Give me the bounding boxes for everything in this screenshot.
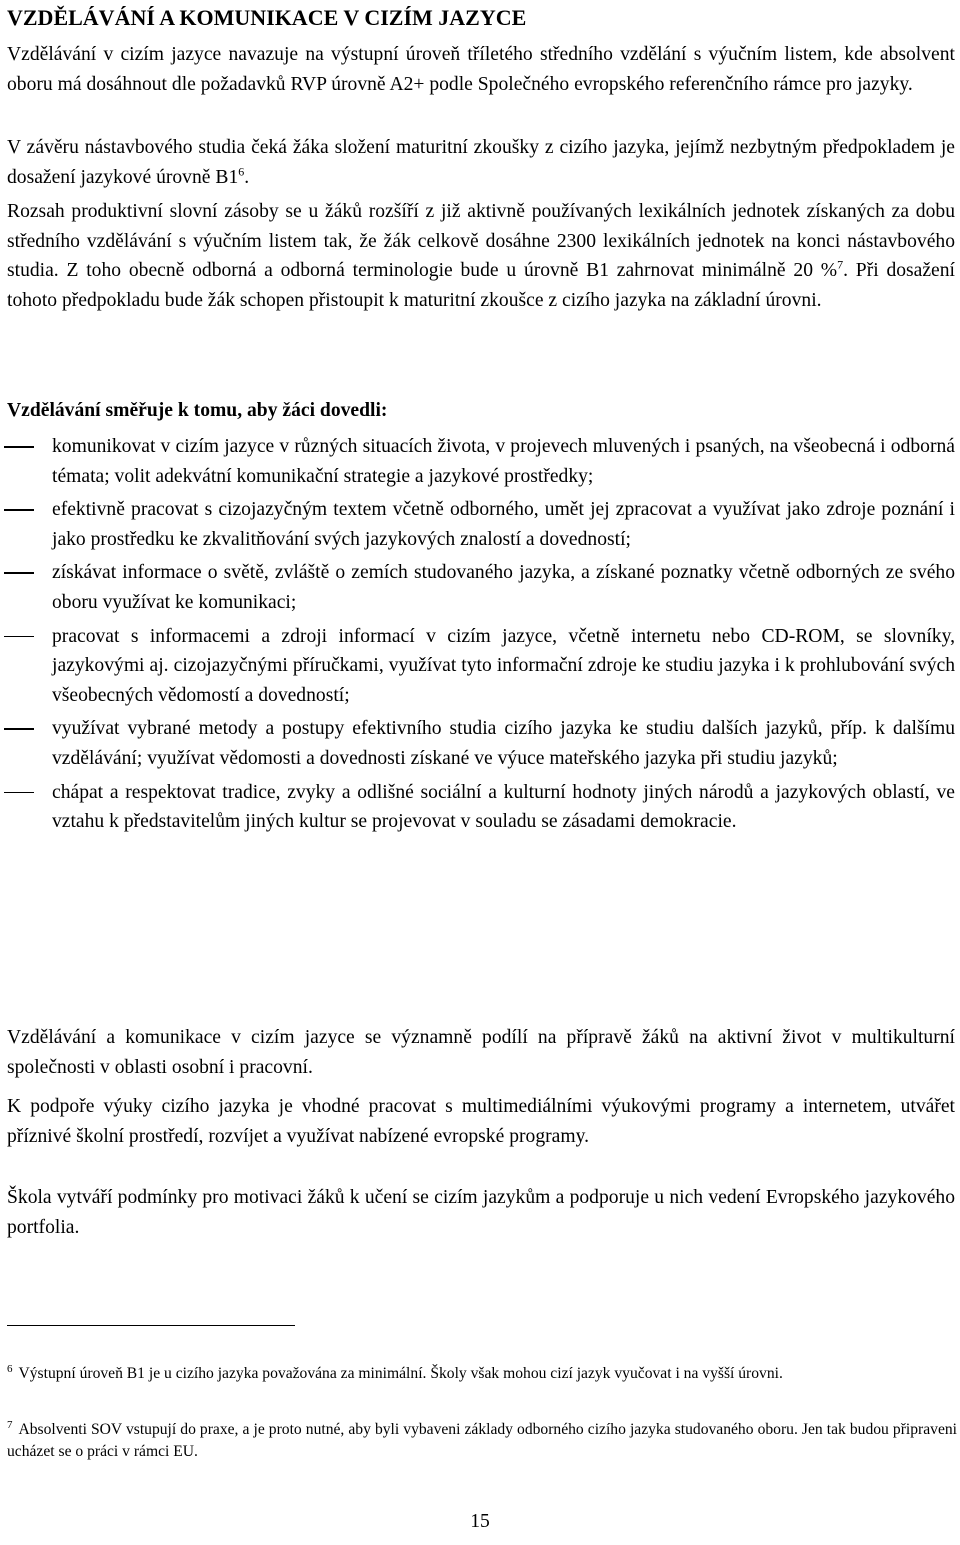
footnote-6 bbox=[7, 1363, 957, 1385]
dash-bullet-icon bbox=[4, 636, 34, 638]
intro-paragraph-2 bbox=[7, 133, 955, 192]
list-item bbox=[0, 495, 955, 554]
closing-paragraph-2: K podpoře výuky cizího jazyka je vhodné pracovat s multimediálními výukovými programy a internetem, utvářet příznivé školní prostředí, rozvíjet a využívat nabízené evropské programy. bbox=[7, 1096, 955, 1147]
footnote-7 bbox=[7, 1419, 957, 1462]
aims-title: Vzdělávání směřuje k tomu, aby žáci dovedli: bbox=[7, 400, 388, 421]
list-item-text: pracovat s informacemi a zdroji informací v cizím jazyce, včetně internetu nebo CD-ROM, se slovníky, jazykovými aj. cizojazyčnými příručkami, využívat tyto informační zdroje ke studiu jazyka i k prohlubování svých všeobecných vědomostí a dovedností; bbox=[52, 625, 955, 706]
list-item bbox=[0, 622, 955, 711]
dash-bullet-icon bbox=[4, 509, 34, 511]
footnote-text: Výstupní úroveň B1 je u cizího jazyka považována za minimální. Školy však mohou cizí jazyk vyučovat i na vyšší úrovni. bbox=[18, 1365, 783, 1382]
closing-paragraph-3: Škola vytváří podmínky pro motivaci žáků k učení se cizím jazykům a podporuje u nich vedení Evropského jazykového portfolia. bbox=[7, 1187, 955, 1238]
list-item bbox=[0, 432, 955, 491]
footnote-mark: 6 bbox=[7, 1362, 13, 1375]
intro-paragraph-2-text: V závěru nástavbového studia čeká žáka složení maturitní zkoušky z cizího jazyka, jejímž nezbytným předpokladem je dosažení jazykové úrovně B1 bbox=[7, 137, 955, 188]
list-item-text: chápat a respektovat tradice, zvyky a odlišné sociální a kulturní hodnoty jiných národů a jazykových oblastí, ve vztahu k představitelům jiných kultur se projevovat v souladu se zásadami demokracie. bbox=[52, 781, 955, 833]
page-number: 15 bbox=[470, 1511, 490, 1532]
footnote-text: Absolventi SOV vstupují do praxe, a je proto nutné, aby byli vybaveni základy odborného cizího jazyka studovaného oboru. Jen tak budou připraveni ucházet se o práci v rámci EU. bbox=[7, 1421, 957, 1460]
dash-bullet-icon bbox=[4, 792, 34, 794]
dash-bullet-icon bbox=[4, 572, 34, 574]
footnote-divider bbox=[7, 1325, 295, 1326]
list-item-text: získávat informace o světě, zvláště o zemích studovaného jazyka, a získané poznatky včetně odborných ze svého oboru využívat ke komunikaci; bbox=[52, 562, 955, 613]
intro-paragraph-3-text: Rozsah produktivní slovní zásoby se u žáků rozšíří z již aktivně používaných lexikálních jednotek získaných za dobu středního vzdělávání s výučním listem tak, že žák celkově dosáhne 2300 lexikálních jednotek na konci nástavbového studia. Z toho obecně odborná a odborná terminologie bude u úrovně B1 zahrnovat minimálně 20 % bbox=[7, 201, 955, 282]
intro-paragraph-3-end: . Při dosažení tohoto předpokladu bude žák schopen přistoupit k maturitní zkoušce z cizího jazyka na základní úrovni. bbox=[7, 260, 955, 311]
section-heading: VZDĚLÁVÁNÍ A KOMUNIKACE V CIZÍM JAZYCE bbox=[7, 5, 527, 30]
footnote-reference-6[interactable]: 6 bbox=[238, 164, 245, 179]
aims-list bbox=[0, 432, 960, 841]
intro-paragraph-2-end: . bbox=[244, 166, 250, 188]
list-item-text: využívat vybrané metody a postupy efektivního studia cizího jazyka ke studiu dalších jazyků, příp. k dalšímu vzdělávání; využívat vědomosti a dovednosti získané ve výuce mateřského jazyka při studiu jazyků; bbox=[52, 718, 955, 769]
list-item bbox=[0, 714, 955, 773]
footnote-mark: 7 bbox=[7, 1418, 13, 1431]
list-item bbox=[0, 558, 955, 617]
intro-paragraph-1: Vzdělávání v cizím jazyce navazuje na výstupní úroveň tříletého středního vzdělání s výučním listem, kde absolvent oboru má dosáhnout dle požadavků RVP úrovně A2+ podle Společného evropského referenčního rámce pro jazyky. bbox=[7, 44, 955, 95]
list-item-text: efektivně pracovat s cizojazyčným textem včetně odborného, umět jej zpracovat a využívat jako zdroje poznání i jako prostředku ke zkvalitňování svých jazykových znalostí a dovedností; bbox=[52, 499, 955, 550]
intro-paragraph-3 bbox=[7, 197, 955, 315]
list-item-text: komunikovat v cizím jazyce v různých situacích života, v projevech mluvených i psaných, na všeobecná i odborná témata; volit adekvátní komunikační strategie a jazykové prostředky; bbox=[52, 436, 955, 487]
closing-paragraph-1: Vzdělávání a komunikace v cizím jazyce se významně podílí na přípravě žáků na aktivní život v multikulturní společnosti v oblasti osobní i pracovní. bbox=[7, 1027, 955, 1078]
footnote-reference-7[interactable]: 7 bbox=[837, 257, 844, 272]
list-item bbox=[0, 778, 955, 837]
dash-bullet-icon bbox=[4, 728, 34, 730]
dash-bullet-icon bbox=[4, 446, 34, 448]
